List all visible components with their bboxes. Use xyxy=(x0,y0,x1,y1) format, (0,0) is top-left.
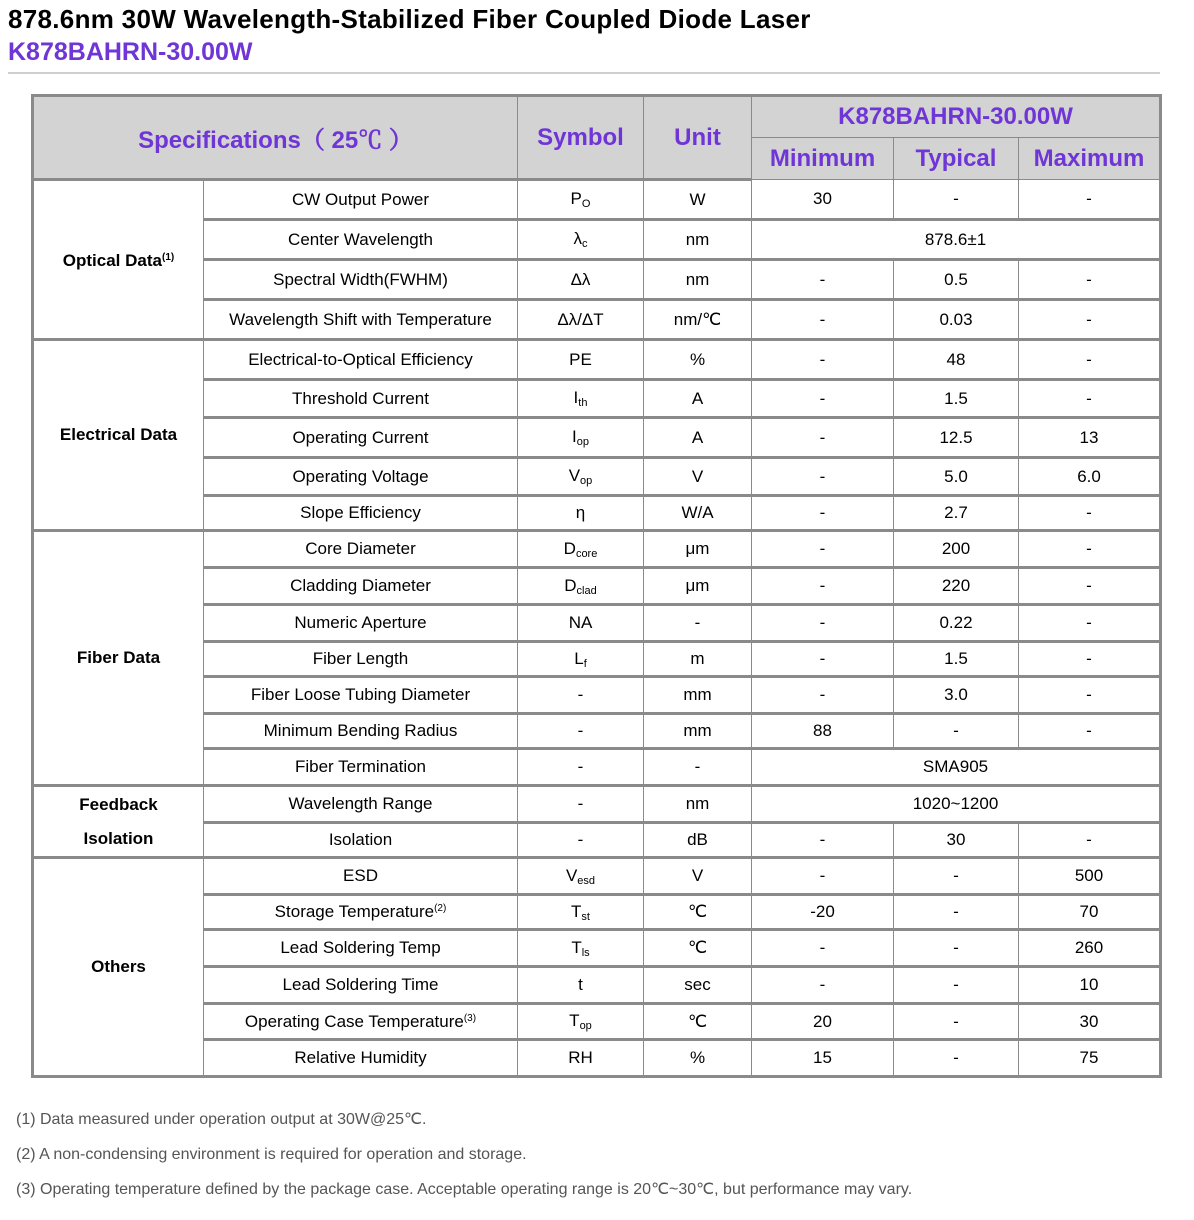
symbol-cell xyxy=(518,1040,644,1077)
footnote-3: (3) Operating temperature defined by the package case. Acceptable operating range is 20℃~30℃, but performance may vary. xyxy=(16,1181,913,1198)
unit-cell: mm xyxy=(644,677,752,714)
symbol-main: L xyxy=(574,648,584,668)
symbol-subscript: ls xyxy=(581,946,590,959)
min-cell: 15 xyxy=(752,1040,894,1077)
group-label: Electrical Data xyxy=(59,425,178,444)
symbol-cell xyxy=(518,642,644,677)
table-row xyxy=(33,858,1161,895)
param-label: Numeric Aperture xyxy=(294,613,427,632)
param-cell xyxy=(204,180,518,220)
group-feedback-isolation xyxy=(33,786,204,858)
min-cell: 88 xyxy=(752,714,894,749)
max-cell: 30 xyxy=(1019,1004,1161,1040)
typ-cell: - xyxy=(894,858,1019,895)
symbol-main: Δλ xyxy=(570,269,591,289)
min-cell: - xyxy=(752,967,894,1004)
unit-cell: W xyxy=(644,180,752,220)
footnote-1: (1) Data measured under operation output at 30W@25℃. xyxy=(16,1111,427,1128)
min-cell: - xyxy=(752,458,894,496)
group-optical-data xyxy=(33,180,204,340)
param-cell xyxy=(204,1040,518,1077)
min-cell: - xyxy=(752,380,894,418)
max-cell: - xyxy=(1019,496,1161,531)
symbol-subscript: core xyxy=(575,547,598,560)
symbol-cell xyxy=(518,967,644,1004)
symbol-cell xyxy=(518,380,644,418)
typ-cell: 2.7 xyxy=(894,496,1019,531)
max-cell: - xyxy=(1019,823,1161,858)
symbol-subscript: op xyxy=(576,436,589,448)
min-cell: - xyxy=(752,823,894,858)
param-label: Storage Temperature xyxy=(274,902,435,921)
symbol-main: V xyxy=(568,466,581,485)
group-label: Optical Data xyxy=(62,251,162,270)
unit-cell: nm xyxy=(644,220,752,260)
param-label: Slope Efficiency xyxy=(300,503,421,522)
param-label: Operating Case Temperature xyxy=(244,1011,464,1031)
symbol-main: λ xyxy=(573,229,582,248)
max-cell: 260 xyxy=(1019,930,1161,967)
unit-cell: ℃ xyxy=(644,930,752,967)
symbol-cell xyxy=(518,858,644,895)
symbol-main: RH xyxy=(568,1048,593,1067)
param-cell xyxy=(204,568,518,605)
param-label: Lead Soldering Temp xyxy=(280,938,441,957)
typ-cell: 48 xyxy=(894,340,1019,380)
typ-cell: - xyxy=(894,1004,1019,1040)
unit-cell: sec xyxy=(644,967,752,1004)
typ-cell: 5.0 xyxy=(894,458,1019,496)
max-cell: - xyxy=(1019,260,1161,300)
param-label: Operating Current xyxy=(292,427,429,447)
min-cell: 20 xyxy=(752,1004,894,1040)
min-cell: - xyxy=(752,605,894,642)
param-cell xyxy=(204,749,518,786)
max-cell: - xyxy=(1019,605,1161,642)
param-label: Fiber Loose Tubing Diameter xyxy=(250,685,471,704)
max-cell: 6.0 xyxy=(1019,458,1161,496)
min-cell: 30 xyxy=(752,180,894,220)
param-cell xyxy=(204,642,518,677)
symbol-subscript: clad xyxy=(576,584,597,597)
param-cell xyxy=(204,380,518,418)
max-cell: - xyxy=(1019,531,1161,568)
header-divider xyxy=(8,72,1160,74)
max-cell: - xyxy=(1019,380,1161,418)
max-cell: - xyxy=(1019,180,1161,220)
param-label: Minimum Bending Radius xyxy=(263,721,458,740)
param-label: Wavelength Shift with Temperature xyxy=(229,309,492,329)
param-label: Cladding Diameter xyxy=(290,576,431,595)
symbol-cell xyxy=(518,823,644,858)
symbol-cell xyxy=(518,895,644,930)
footnote-2: (2) A non-condensing environment is required for operation and storage. xyxy=(16,1146,527,1163)
param-cell xyxy=(204,930,518,967)
min-cell: - xyxy=(752,260,894,300)
param-cell xyxy=(204,1004,518,1040)
min-cell: - xyxy=(752,677,894,714)
symbol-subscript: op xyxy=(580,475,593,487)
symbol-main: D xyxy=(563,538,576,558)
symbol-main: PE xyxy=(569,349,592,369)
symbol-main: t xyxy=(578,975,583,994)
param-label: Wavelength Range xyxy=(288,794,433,813)
max-cell: 75 xyxy=(1019,1040,1161,1077)
typ-cell: 12.5 xyxy=(894,418,1019,458)
min-cell: - xyxy=(752,642,894,677)
unit-cell: nm/℃ xyxy=(644,300,752,340)
table-row xyxy=(33,531,1161,568)
param-label: Operating Voltage xyxy=(292,466,429,486)
max-cell: 10 xyxy=(1019,967,1161,1004)
symbol-cell xyxy=(518,496,644,531)
symbol-main: - xyxy=(577,757,584,776)
symbol-cell xyxy=(518,568,644,605)
merged-value-cell: 1020~1200 xyxy=(752,786,1161,823)
group-fiber-data xyxy=(33,531,204,786)
symbol-subscript: esd xyxy=(577,874,596,887)
symbol-cell xyxy=(518,260,644,300)
param-cell xyxy=(204,458,518,496)
unit-cell: A xyxy=(644,418,752,458)
symbol-cell xyxy=(518,418,644,458)
header-unit: Unit xyxy=(644,96,752,180)
param-cell xyxy=(204,823,518,858)
param-cell xyxy=(204,967,518,1004)
symbol-main: - xyxy=(577,721,584,740)
symbol-main: - xyxy=(577,794,584,813)
typ-cell: 220 xyxy=(894,568,1019,605)
typ-cell: 3.0 xyxy=(894,677,1019,714)
unit-cell: - xyxy=(644,749,752,786)
symbol-cell xyxy=(518,458,644,496)
param-label: Isolation xyxy=(328,830,393,849)
group-electrical-data xyxy=(33,340,204,531)
unit-cell: % xyxy=(644,340,752,380)
param-label: CW Output Power xyxy=(292,189,429,209)
unit-cell: ℃ xyxy=(644,895,752,930)
symbol-cell xyxy=(518,220,644,260)
param-cell xyxy=(204,220,518,260)
unit-cell: V xyxy=(644,458,752,496)
header-maximum: Maximum xyxy=(1019,138,1161,180)
param-cell xyxy=(204,677,518,714)
merged-value-cell: 878.6±1 xyxy=(752,220,1161,260)
param-cell xyxy=(204,605,518,642)
symbol-subscript: c xyxy=(582,238,588,250)
param-cell xyxy=(204,858,518,895)
typ-cell: 0.5 xyxy=(894,260,1019,300)
param-label: Threshold Current xyxy=(291,388,429,408)
group-label: Others xyxy=(91,957,146,976)
typ-cell: 0.22 xyxy=(894,605,1019,642)
typ-cell: 0.03 xyxy=(894,300,1019,340)
footnotes xyxy=(16,1108,912,1213)
symbol-subscript: th xyxy=(578,397,588,409)
symbol-cell xyxy=(518,786,644,823)
symbol-subscript: O xyxy=(581,198,591,210)
group-others xyxy=(33,858,204,1077)
typ-cell: 30 xyxy=(894,823,1019,858)
param-footnote-mark: (2) xyxy=(434,903,447,914)
param-cell xyxy=(204,300,518,340)
symbol-cell xyxy=(518,605,644,642)
min-cell: - xyxy=(752,496,894,531)
unit-cell: ℃ xyxy=(644,1004,752,1040)
param-cell xyxy=(204,895,518,930)
min-cell: - xyxy=(752,568,894,605)
typ-cell: - xyxy=(894,967,1019,1004)
symbol-main: T xyxy=(571,901,582,921)
symbol-main: T xyxy=(571,937,582,957)
min-cell: - xyxy=(752,300,894,340)
param-label: Lead Soldering Time xyxy=(282,975,439,994)
param-cell xyxy=(204,496,518,531)
max-cell: - xyxy=(1019,300,1161,340)
model-subtitle: K878BAHRN-30.00W xyxy=(8,38,253,66)
max-cell: - xyxy=(1019,642,1161,677)
unit-cell: nm xyxy=(644,786,752,823)
table-row xyxy=(33,180,1161,220)
table-row xyxy=(33,340,1161,380)
typ-cell: 1.5 xyxy=(894,642,1019,677)
header-minimum: Minimum xyxy=(752,138,894,180)
page-title: 878.6nm 30W Wavelength-Stabilized Fiber Coupled Diode Laser xyxy=(8,4,811,34)
unit-cell: V xyxy=(644,858,752,895)
unit-cell: W/A xyxy=(644,496,752,531)
typ-cell: - xyxy=(894,895,1019,930)
param-label: Core Diameter xyxy=(305,539,416,558)
unit-cell: μm xyxy=(644,568,752,605)
symbol-cell xyxy=(518,677,644,714)
param-footnote-mark: (3) xyxy=(463,1012,477,1024)
max-cell: 13 xyxy=(1019,418,1161,458)
symbol-cell xyxy=(518,300,644,340)
symbol-main: T xyxy=(569,1011,580,1030)
symbol-cell xyxy=(518,340,644,380)
symbol-main: - xyxy=(577,685,584,704)
symbol-main: I xyxy=(573,388,579,407)
min-cell: - xyxy=(752,418,894,458)
max-cell: - xyxy=(1019,677,1161,714)
unit-cell: % xyxy=(644,1040,752,1077)
unit-cell: nm xyxy=(644,260,752,300)
header-model: K878BAHRN-30.00W xyxy=(752,96,1161,138)
header-symbol: Symbol xyxy=(518,96,644,180)
unit-cell: μm xyxy=(644,531,752,568)
typ-cell: - xyxy=(894,180,1019,220)
min-cell: - xyxy=(752,858,894,895)
typ-cell: - xyxy=(894,714,1019,749)
unit-cell: A xyxy=(644,380,752,418)
param-label: Spectral Width(FWHM) xyxy=(273,269,448,289)
param-label: Fiber Termination xyxy=(294,757,427,776)
group-label: Isolation xyxy=(83,828,154,848)
symbol-cell xyxy=(518,930,644,967)
max-cell: 500 xyxy=(1019,858,1161,895)
typ-cell: - xyxy=(894,930,1019,967)
param-label: Electrical-to-Optical Efficiency xyxy=(248,349,473,369)
table-row xyxy=(33,786,1161,823)
unit-cell: m xyxy=(644,642,752,677)
min-cell: - xyxy=(752,340,894,380)
typ-cell: 1.5 xyxy=(894,380,1019,418)
max-cell: - xyxy=(1019,568,1161,605)
symbol-main: NA xyxy=(568,613,593,632)
symbol-cell xyxy=(518,180,644,220)
param-label: Relative Humidity xyxy=(294,1048,427,1067)
symbol-cell xyxy=(518,531,644,568)
symbol-main: V xyxy=(565,865,578,885)
group-footnote-mark: (1) xyxy=(161,252,175,263)
symbol-main: Δλ/ΔT xyxy=(557,309,604,329)
symbol-subscript: op xyxy=(579,1020,592,1032)
min-cell: -20 xyxy=(752,895,894,930)
param-cell xyxy=(204,260,518,300)
max-cell: - xyxy=(1019,340,1161,380)
min-cell: - xyxy=(752,930,894,967)
symbol-main: D xyxy=(564,575,577,595)
typ-cell: 200 xyxy=(894,531,1019,568)
param-cell xyxy=(204,786,518,823)
unit-cell: - xyxy=(644,605,752,642)
param-cell xyxy=(204,418,518,458)
group-label: Feedback xyxy=(79,794,158,814)
symbol-main: P xyxy=(570,189,582,208)
symbol-subscript: st xyxy=(581,910,590,923)
param-label: Fiber Length xyxy=(312,649,409,668)
symbol-cell xyxy=(518,714,644,749)
symbol-main: I xyxy=(572,427,577,446)
typ-cell: - xyxy=(894,1040,1019,1077)
param-cell xyxy=(204,714,518,749)
unit-cell: dB xyxy=(644,823,752,858)
param-cell xyxy=(204,531,518,568)
unit-cell: mm xyxy=(644,714,752,749)
symbol-cell xyxy=(518,1004,644,1040)
symbol-cell xyxy=(518,749,644,786)
header-typical: Typical xyxy=(894,138,1019,180)
max-cell: - xyxy=(1019,714,1161,749)
max-cell: 70 xyxy=(1019,895,1161,930)
symbol-subscript: f xyxy=(583,657,587,670)
param-cell xyxy=(204,340,518,380)
header-spec: Specifications（ 25℃ ） xyxy=(33,96,518,180)
min-cell: - xyxy=(752,531,894,568)
param-label: ESD xyxy=(343,866,378,885)
merged-value-cell: SMA905 xyxy=(752,749,1161,786)
group-label: Fiber Data xyxy=(76,648,161,667)
symbol-main: - xyxy=(577,830,584,849)
spec-table xyxy=(31,94,1162,1078)
symbol-main: η xyxy=(575,503,586,522)
param-label: Center Wavelength xyxy=(288,229,433,249)
